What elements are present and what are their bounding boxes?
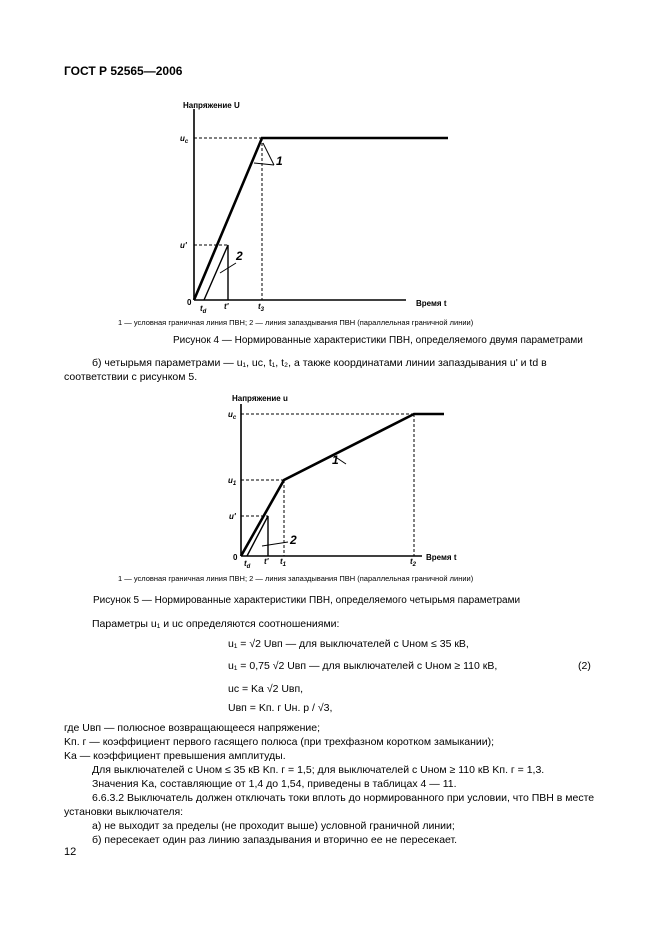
fig4-delay-line [204, 245, 228, 300]
fig5-tick-t2: $t_2$ [410, 557, 417, 568]
page-number: 12 [64, 846, 77, 858]
fig5-tick-origin: 0 [233, 553, 238, 562]
fig4-tick-uprime: u' [180, 241, 187, 250]
fig4-leader-1 [254, 163, 274, 165]
fig4-leader-1b [263, 143, 274, 165]
fig4-x-label: Время t [416, 299, 447, 308]
fig5-tick-t1: $t_1$ [280, 557, 287, 568]
fig5-tick-tprime: t' [264, 557, 269, 566]
figure-4-legend: 1 — условная граничная линия ПВН; 2 — линия запаздывания ПВН (параллельная граничной линии) [118, 318, 474, 327]
equation-number: (2) [578, 660, 591, 672]
formula-u1-low: u₁ = √2 Uвп — для выключателей с Uном ≤ 35 кВ, [228, 638, 469, 650]
para-b-line1: б) четырьмя параметрами — u₁, uc, t₁, t₂, а также координатами линии запаздывания u' и td в [92, 357, 547, 369]
document-code: ГОСТ Р 52565—2006 [64, 64, 183, 78]
formula-u1-high: u₁ = 0,75 √2 Uвп — для выключателей с Uном ≥ 110 кВ, [228, 660, 498, 672]
params-intro: Параметры u₁ и uc определяются соотношениями: [92, 618, 340, 630]
fig5-x-label: Время t [426, 553, 457, 562]
fig4-boundary-line [194, 138, 448, 300]
figure-5-legend: 1 — условная граничная линия ПВН; 2 — линия запаздывания ПВН (параллельная граничной линии) [118, 574, 474, 583]
def-kpg-values: Для выключателей с Uном ≤ 35 кВ Kп. г = 1,5; для выключателей с Uном ≥ 110 кВ Kп. г = 1,3. [92, 764, 545, 776]
fig4-curve-label-1: 1 [276, 154, 283, 168]
fig5-tick-td: $t_d$ [244, 559, 251, 570]
def-ka-values: Значения Kа, составляющие от 1,4 до 1,54, приведены в таблицах 4 — 11. [92, 778, 457, 790]
fig4-y-label: Напряжение U [183, 101, 240, 110]
fig4-tick-origin: 0 [187, 298, 192, 307]
clause-item-b: б) пересекает один раз линию запаздывания и вторично ее не пересекает. [92, 834, 458, 846]
def-ka: Kа — коэффициент превышения амплитуды. [64, 750, 286, 762]
figure-5-caption: Рисунок 5 — Нормированные характеристики ПВН, определяемого четырьмя параметрами [93, 595, 521, 606]
fig5-delay-line [247, 516, 268, 556]
def-uvp: где Uвп — полюсное возвращающееся напряжение; [64, 722, 321, 734]
fig5-curve-label-1: 1 [332, 453, 339, 467]
fig5-curve-label-2: 2 [290, 533, 297, 547]
fig4-tick-tprime: t' [224, 302, 229, 311]
fig5-y-label: Напряжение u [232, 394, 288, 403]
fig5-tick-uc: $u_c$ [228, 410, 237, 421]
figure-5-chart [222, 392, 472, 572]
figure-4-caption: Рисунок 4 — Нормированные характеристики ПВН, определяемого двумя параметрами [173, 335, 583, 346]
def-kpg: Kп. г — коэффициент первого гасящего полюса (при трехфазном коротком замыкании); [64, 736, 495, 748]
fig4-tick-t3: $t_3$ [258, 302, 265, 313]
clause-item-a: а) не выходит за пределы (не проходит выше) условной граничной линии; [92, 820, 455, 832]
figure-4-chart [170, 95, 470, 315]
fig4-tick-uc: $u_c$ [180, 134, 189, 145]
para-b-line2: соответствии с рисунком 5. [64, 371, 198, 383]
fig4-tick-td: $t_d$ [200, 304, 207, 315]
formula-uc: uc = Kа √2 Uвп, [228, 683, 304, 695]
clause-line1: 6.6.3.2 Выключатель должен отключать токи вплоть до нормированного при условии, что ПВН в месте [92, 792, 595, 804]
fig4-curve-label-2: 2 [236, 249, 243, 263]
clause-line2: установки выключателя: [64, 806, 184, 818]
formula-uvp: Uвп = Kп. г Uн. р / √3, [228, 702, 333, 714]
fig5-tick-u1: $u_1$ [228, 476, 237, 487]
fig5-tick-uprime: u' [229, 512, 236, 521]
